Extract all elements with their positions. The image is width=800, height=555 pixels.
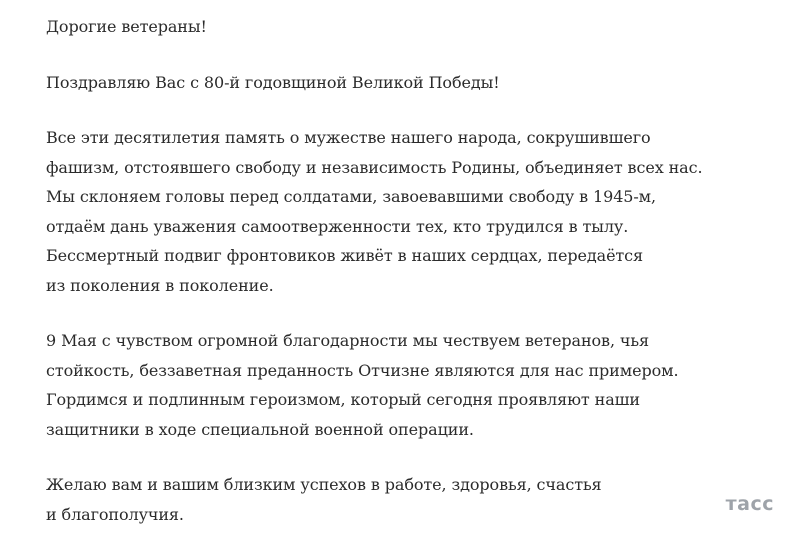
text-line: Гордимся и подлинным героизмом, который сегодня проявляют наши [46,390,640,409]
greeting-line: Дорогие ветераны! [46,17,207,36]
text-line: отдаём дань уважения самоотверженности тех, кто трудился в тылу. [46,216,629,236]
text-line: Бессмертный подвиг фронтовиков живёт в наших сердцах, передаётся [46,246,644,265]
congrats-paragraph [46,68,786,98]
text-line: из поколения в поколение. [46,275,274,295]
text-line: Мы склоняем головы перед солдатами, завоевавшими свободу в 1945-м, [46,187,656,206]
tass-watermark-logo: тасс [725,493,774,515]
memory-paragraph [46,123,786,300]
text-line: Все эти десятилетия память о мужестве нашего народа, сокрушившего [46,128,651,147]
wishes-paragraph [46,470,786,529]
greeting-paragraph [46,12,786,42]
text-line: стойкость, беззаветная преданность Отчизне являются для нас примером. [46,360,679,380]
text-line: 9 Мая с чувством огромной благодарности мы чествуем ветеранов, чья [46,331,650,350]
text-line: Желаю вам и вашим близким успехов в работе, здоровья, счастья [46,475,602,494]
text-line: защитники в ходе специальной военной операции. [46,419,474,439]
text-line: и благополучия. [46,504,184,524]
may-9-paragraph [46,326,786,444]
congrats-line: Поздравляю Вас с 80-й годовщиной Великой Победы! [46,72,500,92]
text-line: фашизм, отстоявшего свободу и независимость Родины, объединяет всех нас. [46,157,703,177]
letter-body [46,12,786,555]
